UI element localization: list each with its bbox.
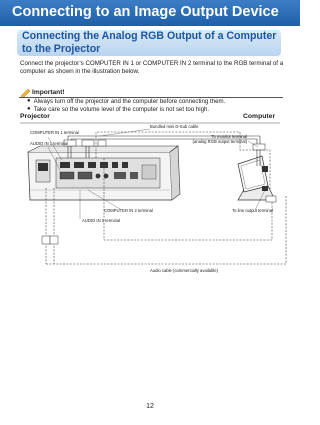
monitor-terminal-callout: To monitor terminal (211, 134, 247, 139)
bullet-icon: ● (27, 105, 31, 112)
page-number: 12 (146, 403, 154, 410)
computer-in-1-callout: COMPUTER IN 1 terminal (30, 130, 79, 135)
important-item-text: Always turn off the projector and the computer before connecting them. (33, 98, 226, 105)
audio-in-1-callout: AUDIO IN 1 terminal (30, 141, 69, 146)
chapter-header (0, 0, 300, 26)
important-label: Important! (32, 88, 65, 96)
section-title: Connecting the Analog RGB Output of a Computer to the Projector (22, 30, 277, 55)
audio-in-2-callout: AUDIO IN 2 terminal (82, 218, 121, 223)
intro-paragraph: Connect the projector’s COMPUTER IN 1 or COMPUTER IN 2 terminal to the RGB terminal of a computer as shown in the illustration below. (20, 60, 284, 76)
bundled-cable-callout: Bundled mini D-Sub cable (150, 124, 199, 129)
chapter-title: Connecting to an Image Output Device (12, 4, 279, 20)
line-output-callout: To line output terminal (232, 208, 273, 213)
monitor-terminal-callout-sub: (analog RGB output terminal) (192, 139, 247, 144)
important-notice (19, 87, 283, 113)
computer-in-2-callout: COMPUTER IN 2 terminal (104, 208, 153, 213)
computer-illustration (238, 156, 275, 200)
important-item-text: Take care so the volume level of the computer is not set too high. (33, 105, 210, 113)
bullet-icon: ● (27, 98, 31, 104)
audio-cable-callout: Audio cable (commercially available) (150, 268, 218, 273)
computer-label: Computer (243, 113, 276, 120)
important-header (19, 87, 283, 98)
connection-diagram (0, 120, 300, 280)
important-item (27, 98, 283, 106)
projector-label: Projector (20, 113, 50, 120)
section-heading-box (17, 30, 281, 56)
pencil-icon (19, 87, 31, 97)
